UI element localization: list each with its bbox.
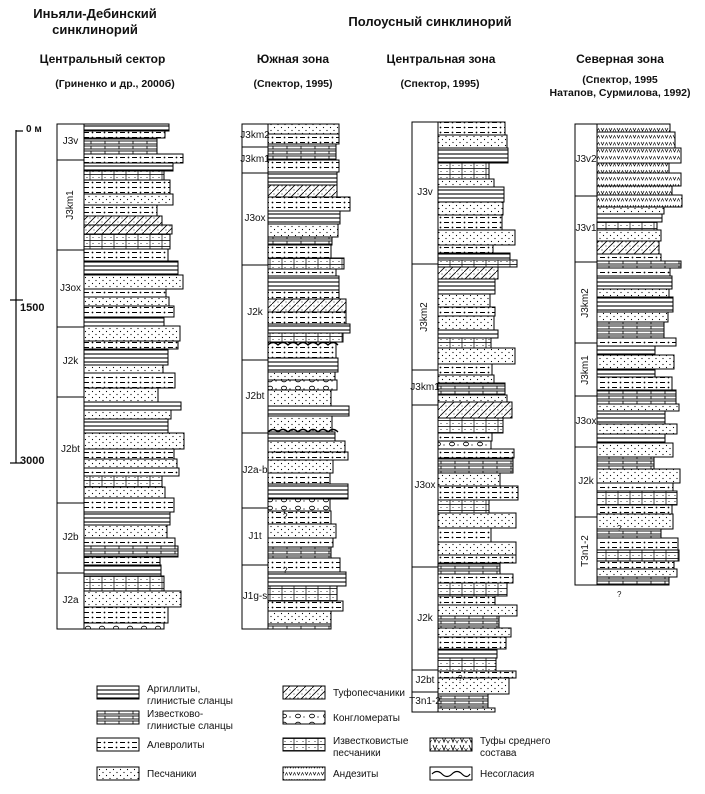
bed: [597, 346, 655, 355]
bed: [84, 171, 164, 180]
bed: [597, 230, 661, 241]
bed: [438, 375, 494, 383]
bed: [84, 591, 181, 607]
bed: [438, 202, 503, 215]
bed: [84, 512, 170, 525]
bed: [268, 484, 348, 499]
bed: [438, 316, 494, 330]
bed: [597, 148, 681, 163]
bed: [84, 297, 169, 306]
bed: [438, 364, 492, 375]
bed: [268, 380, 337, 390]
bed: [597, 261, 681, 268]
bed: [438, 230, 515, 245]
bed: [438, 500, 489, 513]
legend-label-tuffs-line2: состава: [480, 747, 517, 759]
legend-label-tuffs: [480, 736, 550, 759]
unit-label: T3n1-2: [580, 535, 591, 567]
bed: [597, 424, 677, 434]
bed: [268, 372, 335, 380]
legend-swatch-siltstones: [97, 738, 139, 751]
legend-swatch-sandstones: [97, 767, 139, 780]
legend-swatch-conglomerates: [283, 711, 325, 724]
bed: [268, 572, 346, 586]
bed: [268, 538, 333, 547]
unit-label: J3v2: [575, 154, 597, 165]
bed: [438, 260, 517, 267]
bed: [597, 214, 662, 222]
bed: [84, 225, 172, 234]
bed: [84, 538, 175, 546]
bed: [597, 561, 674, 569]
unit-label: J1t: [248, 530, 262, 542]
bed: [438, 187, 504, 202]
bed: [268, 312, 346, 324]
bed: [597, 390, 676, 404]
bed: [597, 222, 657, 230]
unit-label: J2a-b: [242, 464, 268, 476]
unit-label: J2a: [62, 595, 79, 606]
bed: [597, 491, 677, 505]
depth-scale: [10, 130, 23, 463]
bed: [268, 390, 331, 406]
unit-label: J3km2: [240, 129, 270, 141]
bed: [84, 365, 163, 373]
legend-label-calc-clay-line2: глинистые сланцы: [147, 720, 233, 732]
bed: [438, 441, 491, 449]
bed: [84, 154, 183, 163]
bed: [438, 528, 491, 542]
depth-label-3000: 3000: [20, 455, 45, 467]
column4-source-line2: Натапов, Сурмилова, 1992): [549, 86, 691, 99]
bed: [268, 211, 340, 224]
bed: [597, 276, 672, 289]
column3-source: (Спектор, 1995): [400, 78, 480, 90]
bed: [438, 458, 513, 473]
bed: [438, 449, 514, 458]
bed: [438, 402, 512, 418]
bed: [597, 457, 654, 469]
bed: [438, 245, 493, 253]
bed: [84, 216, 162, 225]
legend-label-argillites: [147, 684, 233, 707]
bed: [438, 215, 502, 230]
question-mark: ?: [617, 524, 622, 533]
bed: [84, 576, 164, 591]
bed: [438, 383, 505, 395]
bed: [438, 433, 492, 441]
bed: [268, 333, 343, 342]
legend-swatch-calc-sandstones: [283, 738, 325, 751]
bed: [438, 574, 513, 583]
bed: [438, 616, 499, 628]
bed: [597, 434, 665, 443]
legend-swatch-calc-clay: [97, 711, 139, 724]
bed: [268, 299, 346, 312]
bed: [597, 550, 679, 561]
bed: [438, 338, 491, 348]
bed: [268, 269, 336, 276]
bed: [438, 542, 516, 555]
unit-label: T3n1-2: [409, 696, 441, 707]
group1-title-line2: синклинорий: [52, 21, 138, 37]
bed: [268, 460, 333, 473]
depth-label-0: 0 м: [26, 124, 42, 135]
bed: [438, 163, 489, 179]
bed: [597, 411, 665, 424]
bed: [84, 373, 175, 388]
bed: [268, 358, 338, 372]
bed: [268, 624, 331, 629]
bed: [597, 338, 676, 346]
bed: [268, 452, 348, 460]
legend-label-unconformity: Несогласия: [480, 769, 535, 780]
unit-label: J1g-s: [242, 591, 268, 602]
group1-title-line1: Иньяли-Дебинский: [33, 6, 157, 21]
bed: [268, 276, 339, 290]
unit-label: J3km1: [64, 190, 76, 220]
bed: [84, 498, 174, 512]
bed: [84, 289, 166, 297]
unit-label: J2bt: [415, 675, 435, 686]
bed: [597, 268, 670, 276]
column3-title: Центральная зона: [386, 52, 496, 66]
bed: [597, 132, 675, 148]
unit-label: J3km1: [410, 381, 440, 393]
unit-label: J2k: [417, 612, 433, 624]
bed: [268, 160, 339, 172]
legend-swatch-argillites: [97, 686, 139, 699]
bed: [597, 195, 682, 207]
bed: [84, 487, 165, 498]
bed: [268, 473, 330, 484]
bed: [438, 555, 516, 563]
bed: [268, 558, 340, 572]
bed: [438, 649, 497, 658]
unit-label: J3v: [62, 136, 79, 147]
bed: [84, 341, 178, 349]
bed: [84, 607, 168, 623]
unit-label: J2bt: [245, 390, 265, 402]
legend-label-calc-sandstones-line1: Известковистые: [333, 736, 409, 747]
unit-label: J3ox: [244, 213, 266, 224]
bed: [268, 134, 339, 144]
bed: [268, 432, 335, 441]
unit-label: J2k: [62, 356, 79, 367]
bed: [597, 529, 661, 538]
column-2-unit-frame: [242, 124, 268, 629]
bed: [597, 569, 677, 577]
bed: [84, 138, 157, 154]
bed: [84, 476, 162, 487]
bed: [84, 459, 177, 468]
bed: [84, 388, 158, 402]
bed: [268, 547, 331, 558]
bed: [268, 144, 336, 160]
bed: [438, 637, 506, 649]
bed: [597, 355, 674, 369]
bed: [84, 419, 168, 433]
unit-label: J3ox: [414, 480, 436, 491]
bed: [597, 207, 664, 214]
bed: [438, 628, 511, 637]
legend-label-sandstones: Песчаники: [147, 769, 197, 780]
bed: [438, 671, 516, 678]
bed: [268, 172, 337, 185]
bed: [438, 253, 510, 260]
bed: [84, 565, 161, 576]
bed: [597, 404, 679, 411]
bed: [438, 279, 495, 294]
unit-label: J3km1: [240, 154, 270, 165]
bed: [84, 546, 178, 557]
bed: [438, 678, 509, 694]
column1-source: (Гриненко и др., 2000б): [55, 78, 175, 90]
bed: [268, 237, 332, 245]
bed: [438, 583, 507, 596]
bed: [268, 511, 331, 524]
bed: [438, 658, 496, 671]
bed: [84, 433, 184, 449]
bed: [438, 605, 517, 616]
bed: [438, 486, 518, 500]
bed: [268, 601, 343, 611]
unit-label: J2k: [578, 476, 594, 487]
bed: [438, 135, 507, 148]
bed: [597, 369, 655, 377]
bed: [597, 322, 664, 338]
bed: [438, 179, 494, 187]
bed: [84, 261, 178, 275]
bed: [438, 330, 498, 338]
bed: [438, 267, 498, 279]
bed: [597, 186, 672, 195]
legend-swatch-tuff-sandstones: [283, 686, 325, 699]
unit-label: J3km1: [580, 354, 591, 385]
depth-label-1500: 1500: [20, 302, 45, 314]
bed: [84, 623, 164, 629]
question-mark: ?: [458, 674, 463, 683]
bed: [268, 124, 339, 134]
legend-label-tuff-sandstones: Туфопесчаники: [333, 688, 405, 699]
bed: [597, 577, 669, 585]
legend-label-calc-clay: [147, 709, 233, 732]
bed: [268, 611, 331, 624]
column4-title: Северная зона: [576, 52, 664, 66]
bed: [84, 306, 174, 317]
bed: [84, 402, 181, 410]
bed: [438, 708, 495, 712]
bed: [268, 441, 345, 452]
legend-swatch-unconformity: [430, 767, 472, 780]
bed: [268, 245, 331, 258]
bed: [438, 473, 500, 486]
question-mark: ?: [283, 566, 288, 575]
unit-label: J2k: [247, 306, 263, 318]
bed: [597, 241, 659, 254]
bed: [268, 258, 344, 269]
bed: [268, 290, 339, 299]
column1-title: Центральный сектор: [39, 52, 166, 66]
bed: [84, 410, 171, 419]
bed: [84, 326, 180, 341]
question-mark: ?: [283, 512, 288, 521]
bed: [268, 224, 338, 237]
bed: [268, 197, 350, 211]
unit-label: J2bt: [61, 444, 80, 455]
unit-label: J2b: [62, 532, 79, 543]
bed: [84, 449, 174, 459]
bed: [268, 406, 349, 416]
bed: [597, 538, 678, 550]
bed: [597, 124, 670, 132]
legend-label-siltstones: Алевролиты: [147, 740, 205, 751]
legend-label-conglomerates: Конгломераты: [333, 713, 400, 724]
bed: [597, 163, 669, 173]
unit-label: J3ox: [59, 282, 82, 294]
bed: [268, 586, 337, 601]
bed: [438, 418, 503, 433]
bed: [84, 163, 173, 171]
legend-swatch-tuffs: [430, 738, 472, 751]
question-mark: ?: [617, 590, 622, 599]
bed: [597, 469, 680, 483]
bed: [84, 468, 179, 476]
bed: [84, 124, 169, 131]
bed: [438, 513, 516, 528]
bed: [268, 185, 337, 197]
bed: [268, 324, 350, 333]
bed: [597, 443, 673, 457]
bed: [268, 499, 330, 511]
column2-title: Южная зона: [256, 52, 330, 66]
bed: [84, 275, 183, 289]
bed: [597, 505, 672, 514]
bed: [597, 173, 681, 186]
group2-title: Полоусный синклинорий: [348, 14, 512, 29]
bed: [84, 317, 164, 326]
bed: [84, 234, 170, 249]
unit-label: J3km2: [419, 302, 430, 332]
bed: [597, 483, 673, 491]
bed: [597, 254, 661, 261]
bed: [84, 249, 168, 261]
column4-source-line1: (Спектор, 1995: [582, 74, 658, 86]
bed: [438, 694, 488, 708]
bed: [438, 148, 508, 163]
bed: [84, 557, 160, 565]
legend-label-andesites: Андезиты: [333, 769, 379, 780]
bed: [438, 395, 507, 402]
legend-label-argillites-line2: глинистые сланцы: [147, 695, 233, 707]
bed: [84, 205, 157, 216]
bed: [438, 307, 495, 316]
column2-source: (Спектор, 1995): [253, 78, 333, 90]
legend-label-calc-clay-line1: Известково-: [147, 709, 204, 720]
legend-label-argillites-line1: Аргиллиты,: [147, 684, 201, 695]
bed: [438, 596, 495, 605]
bed: [597, 297, 673, 312]
legend-swatch-andesites: [283, 767, 325, 780]
bed: [438, 294, 490, 307]
unit-label: J3v1: [575, 223, 597, 234]
bed: [84, 349, 168, 365]
bed: [597, 289, 669, 297]
bed: [438, 122, 505, 135]
bed: [84, 180, 170, 194]
unit-label: J3ox: [575, 415, 597, 427]
legend-label-tuffs-line1: Туфы среднего: [480, 736, 551, 747]
bed: [597, 377, 672, 390]
bed: [438, 563, 500, 574]
legend-label-calc-sandstones: [333, 736, 408, 759]
bed: [84, 525, 167, 538]
unit-label: J3v: [417, 187, 433, 198]
bed: [84, 194, 173, 205]
bed: [597, 514, 673, 529]
legend-label-calc-sandstones-line2: песчаники: [333, 747, 381, 759]
bed: [438, 348, 515, 364]
unit-label: J3km2: [580, 287, 591, 318]
bed: [84, 131, 165, 138]
bed: [268, 524, 336, 538]
bed: [597, 312, 668, 322]
